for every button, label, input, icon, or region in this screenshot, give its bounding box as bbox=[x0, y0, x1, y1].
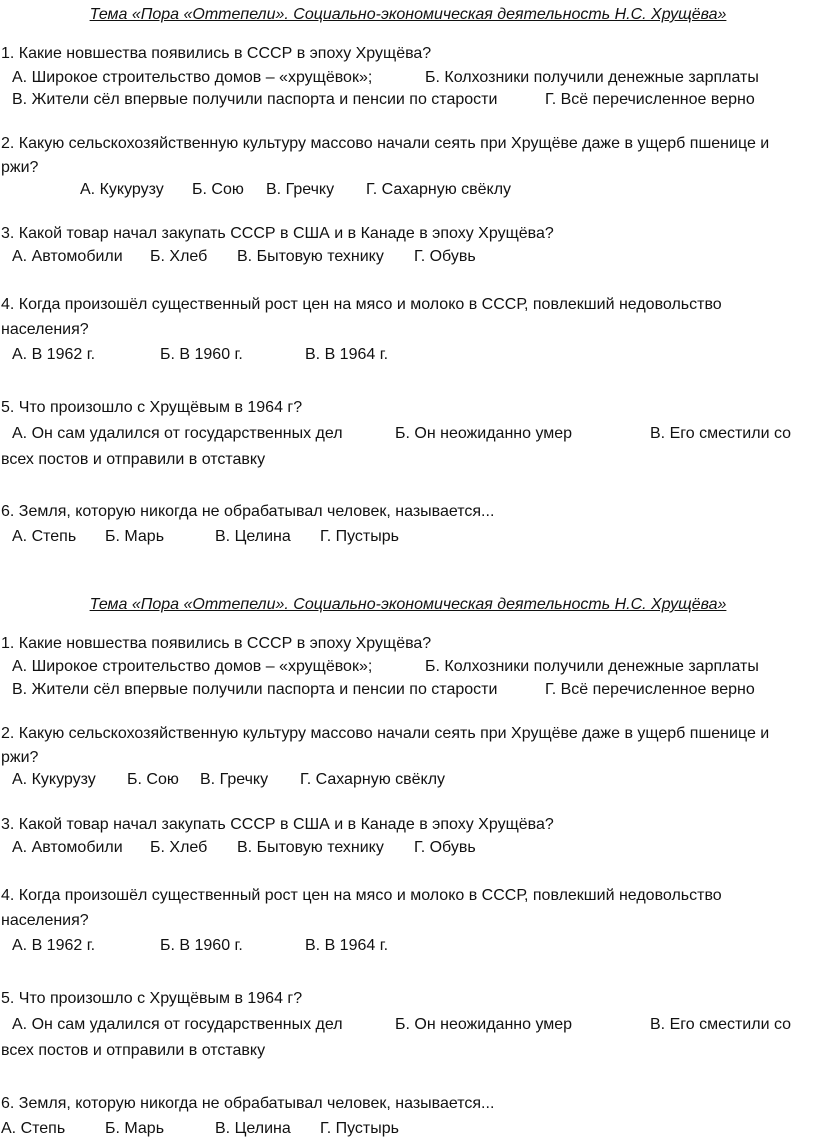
option-d: Г. Пустырь bbox=[320, 1120, 399, 1137]
option-d: Г. Пустырь bbox=[320, 528, 399, 545]
option-a: А. Он сам удалился от государственных дел bbox=[12, 1016, 343, 1033]
option-d: Г. Обувь bbox=[414, 839, 476, 856]
option-d: Г. Сахарную свёклу bbox=[300, 771, 446, 788]
question-6: 6. Земля, которую никогда не обрабатывал человек, называется... bbox=[1, 503, 495, 520]
question-4: 4. Когда произошёл существенный рост цен на мясо и молоко в СССР, повлекший недовольство bbox=[1, 887, 722, 904]
option-a: А. В 1962 г. bbox=[12, 346, 96, 363]
question-3: 3. Какой товар начал закупать СССР в США и в Канаде в эпоху Хрущёва? bbox=[1, 816, 554, 833]
option-b: Б. Марь bbox=[105, 1120, 165, 1137]
topic-title: Тема «Пора «Оттепели». Социально-экономическая деятельность Н.С. Хрущёва» bbox=[89, 6, 727, 23]
option-b: Б. Сою bbox=[127, 771, 179, 788]
option-b: Б. Он неожиданно умер bbox=[395, 425, 573, 442]
option-c: В. Гречку bbox=[266, 181, 335, 198]
option-d: Г. Обувь bbox=[414, 248, 476, 265]
option-b: Б. Сою bbox=[192, 181, 244, 198]
question-3: 3. Какой товар начал закупать СССР в США и в Канаде в эпоху Хрущёва? bbox=[1, 225, 554, 242]
question-4-cont: населения? bbox=[1, 321, 89, 338]
option-a: А. Кукурузу bbox=[12, 771, 96, 788]
option-b: Б. Колхозники получили денежные зарплаты bbox=[425, 658, 759, 675]
option-a: А. Широкое строительство домов – «хрущёвок»; bbox=[12, 69, 373, 86]
option-a: А. Широкое строительство домов – «хрущёвок»; bbox=[12, 658, 373, 675]
option-c: В. В 1964 г. bbox=[305, 937, 389, 954]
topic-title: Тема «Пора «Оттепели». Социально-экономическая деятельность Н.С. Хрущёва» bbox=[89, 596, 727, 613]
question-2: 2. Какую сельскохозяйственную культуру массово начали сеять при Хрущёве даже в ущерб пшенице и bbox=[1, 135, 770, 152]
option-b: Б. В 1960 г. bbox=[160, 346, 243, 363]
option-c: В. Жители сёл впервые получили паспорта и пенсии по старости bbox=[12, 91, 498, 108]
option-c: В. Жители сёл впервые получили паспорта и пенсии по старости bbox=[12, 681, 498, 698]
option-b: Б. Колхозники получили денежные зарплаты bbox=[425, 69, 759, 86]
question-4: 4. Когда произошёл существенный рост цен на мясо и молоко в СССР, повлекший недовольство bbox=[1, 296, 722, 313]
question-2-cont: ржи? bbox=[1, 159, 39, 176]
option-b: Б. Хлеб bbox=[150, 248, 208, 265]
option-c: В. Целина bbox=[215, 528, 291, 545]
option-c: В. Его сместили со bbox=[650, 425, 792, 442]
option-c: В. Гречку bbox=[200, 771, 269, 788]
option-d: Г. Всё перечисленное верно bbox=[545, 681, 755, 698]
option-c: В. В 1964 г. bbox=[305, 346, 389, 363]
option-c: В. Бытовую технику bbox=[237, 839, 384, 856]
option-a: А. Автомобили bbox=[12, 839, 123, 856]
option-c: В. Его сместили со bbox=[650, 1016, 792, 1033]
option-a: А. Степь bbox=[12, 528, 77, 545]
question-5: 5. Что произошло с Хрущёвым в 1964 г? bbox=[1, 990, 303, 1007]
option-b: Б. Хлеб bbox=[150, 839, 208, 856]
question-5: 5. Что произошло с Хрущёвым в 1964 г? bbox=[1, 399, 303, 416]
question-6: 6. Земля, которую никогда не обрабатывал человек, называется... bbox=[1, 1095, 495, 1112]
option-a: А. В 1962 г. bbox=[12, 937, 96, 954]
option-c: В. Целина bbox=[215, 1120, 291, 1137]
option-c-cont: всех постов и отправили в отставку bbox=[1, 1042, 266, 1059]
option-a: А. Степь bbox=[1, 1120, 66, 1137]
option-a: А. Автомобили bbox=[12, 248, 123, 265]
question-4-cont: населения? bbox=[1, 912, 89, 929]
option-c-cont: всех постов и отправили в отставку bbox=[1, 451, 266, 468]
option-d: Г. Всё перечисленное верно bbox=[545, 91, 755, 108]
question-2: 2. Какую сельскохозяйственную культуру массово начали сеять при Хрущёве даже в ущерб пшенице и bbox=[1, 725, 770, 742]
question-1: 1. Какие новшества появились в СССР в эпоху Хрущёва? bbox=[1, 45, 432, 62]
option-a: А. Он сам удалился от государственных дел bbox=[12, 425, 343, 442]
option-c: В. Бытовую технику bbox=[237, 248, 384, 265]
option-a: А. Кукурузу bbox=[80, 181, 164, 198]
question-1: 1. Какие новшества появились в СССР в эпоху Хрущёва? bbox=[1, 635, 432, 652]
option-b: Б. Он неожиданно умер bbox=[395, 1016, 573, 1033]
option-b: Б. Марь bbox=[105, 528, 165, 545]
question-2-cont: ржи? bbox=[1, 749, 39, 766]
option-d: Г. Сахарную свёклу bbox=[366, 181, 512, 198]
option-b: Б. В 1960 г. bbox=[160, 937, 243, 954]
